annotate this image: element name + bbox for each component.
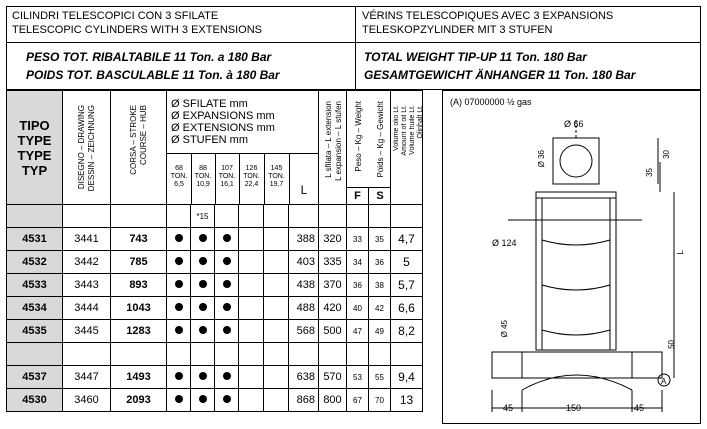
row-vol: 4,7 xyxy=(391,228,423,251)
row-vol: 9,4 xyxy=(391,366,423,389)
title-it: CILINDRI TELESCOPICI CON 3 SFILATE xyxy=(12,10,219,22)
table-row xyxy=(7,389,423,412)
row-F: 36 xyxy=(347,274,369,297)
dot-cell xyxy=(215,274,239,297)
filled-dot-icon xyxy=(223,280,231,288)
drawing-code: (A) 07000000 ½ gas xyxy=(450,97,532,107)
cylinder-drawing xyxy=(442,90,701,424)
filled-dot-icon xyxy=(175,326,183,334)
filled-dot-icon xyxy=(223,372,231,380)
row-S: 70 xyxy=(369,389,391,412)
dim-a-label: A xyxy=(661,377,667,386)
row-S: 35 xyxy=(369,228,391,251)
dot-cell xyxy=(239,320,264,343)
table-row xyxy=(7,251,423,274)
dot-cell xyxy=(239,389,264,412)
row-stroke: 743 xyxy=(111,228,167,251)
row-vol: 13 xyxy=(391,389,423,412)
row-L: 403 xyxy=(289,251,319,274)
dot-cell xyxy=(264,297,289,320)
drawing-header: DISEGNO – DRAWING DESSIN – ZEICHNUNG xyxy=(63,91,111,205)
row-L: 638 xyxy=(289,366,319,389)
filled-dot-icon xyxy=(223,303,231,311)
row-F: 34 xyxy=(347,251,369,274)
row-tipo: 4531 xyxy=(7,228,63,251)
dot-cell xyxy=(215,228,239,251)
row-L: 388 xyxy=(289,228,319,251)
row-drawing: 3444 xyxy=(63,297,111,320)
row-S: 36 xyxy=(369,251,391,274)
dot-cell xyxy=(239,274,264,297)
dim-30: 30 xyxy=(662,150,671,159)
dot-cell xyxy=(264,389,289,412)
row-Ls: 420 xyxy=(319,297,347,320)
spacer-row xyxy=(7,343,423,366)
extensions-header: Ø SFILATE mm Ø EXPANSIONS mm Ø EXTENSIONS mm Ø STUFEN mm 68 TON. 6,5 88 TON. 10,9 107 TON. 16,1 126 TON. 22,4 145 TON. 19,7 L xyxy=(167,91,319,205)
row-L: 568 xyxy=(289,320,319,343)
dim-d36: Ø 36 xyxy=(537,150,546,168)
title-fr: VÉRINS TELESCOPIQUES AVEC 3 EXPANSIONS xyxy=(362,10,614,22)
dim-50: 50 xyxy=(667,340,676,349)
spec-table xyxy=(6,90,423,412)
filled-dot-icon xyxy=(223,395,231,403)
filled-dot-icon xyxy=(199,372,207,380)
row-Ls: 500 xyxy=(319,320,347,343)
ls-header: L sfilata – L extension L expansion – L stufen xyxy=(319,91,347,205)
filled-dot-icon xyxy=(199,280,207,288)
row-tipo: 4532 xyxy=(7,251,63,274)
dot-cell xyxy=(264,274,289,297)
dot-cell xyxy=(239,297,264,320)
row-drawing: 3442 xyxy=(63,251,111,274)
note-row: *15 xyxy=(7,205,423,228)
dot-cell xyxy=(264,228,289,251)
row-vol: 5 xyxy=(391,251,423,274)
row-Ls: 570 xyxy=(319,366,347,389)
rows-group-b xyxy=(7,366,423,412)
weight-en: TOTAL WEIGHT TIP-UP 11 Ton. 180 Bar xyxy=(364,50,587,64)
filled-dot-icon xyxy=(199,303,207,311)
dot-cell xyxy=(215,366,239,389)
dot-cell xyxy=(191,251,215,274)
row-vol: 6,6 xyxy=(391,297,423,320)
row-stroke: 1283 xyxy=(111,320,167,343)
dot-cell xyxy=(167,297,191,320)
dot-cell xyxy=(191,366,215,389)
dot-cell xyxy=(167,366,191,389)
weight-header: Peso – Kg – Weight Poids – Kg – Gewicht F S xyxy=(347,91,391,205)
filled-dot-icon xyxy=(175,257,183,265)
row-stroke: 893 xyxy=(111,274,167,297)
weight-it: PESO TOT. RIBALTABILE 11 Ton. a 180 Bar xyxy=(26,50,272,64)
row-stroke: 1493 xyxy=(111,366,167,389)
dot-cell xyxy=(215,297,239,320)
dot-cell xyxy=(191,389,215,412)
dim-35: 35 xyxy=(645,168,654,177)
row-Ls: 335 xyxy=(319,251,347,274)
row-F: 33 xyxy=(347,228,369,251)
dot-cell xyxy=(191,274,215,297)
filled-dot-icon xyxy=(199,257,207,265)
row-L: 868 xyxy=(289,389,319,412)
tipo-header: TIPO TYPE TYPE TYP xyxy=(7,91,63,205)
row-S: 42 xyxy=(369,297,391,320)
dot-cell xyxy=(167,251,191,274)
dim-w45-right: 45 xyxy=(634,403,645,413)
filled-dot-icon xyxy=(223,326,231,334)
dim-d66: Ø 66 xyxy=(564,119,584,129)
header-vdivider xyxy=(355,6,356,90)
weight-de: GESAMTGEWICHT ÄNHANGER 11 Ton. 180 Bar xyxy=(364,68,636,82)
dot-cell xyxy=(167,389,191,412)
row-tipo: 4535 xyxy=(7,320,63,343)
row-drawing: 3441 xyxy=(63,228,111,251)
table-row xyxy=(7,320,423,343)
table-row xyxy=(7,366,423,389)
rows-group-a xyxy=(7,228,423,343)
table-row xyxy=(7,228,423,251)
dim-d45: Ø 45 xyxy=(500,320,509,338)
filled-dot-icon xyxy=(199,395,207,403)
dim-w45-left: 45 xyxy=(503,403,514,413)
row-F: 67 xyxy=(347,389,369,412)
row-tipo: 4534 xyxy=(7,297,63,320)
filled-dot-icon xyxy=(175,280,183,288)
dot-cell xyxy=(191,297,215,320)
row-Ls: 320 xyxy=(319,228,347,251)
table-row xyxy=(7,274,423,297)
row-drawing: 3447 xyxy=(63,366,111,389)
dot-cell xyxy=(191,320,215,343)
filled-dot-icon xyxy=(199,326,207,334)
row-L: 438 xyxy=(289,274,319,297)
dot-cell xyxy=(215,389,239,412)
row-L: 488 xyxy=(289,297,319,320)
row-F: 47 xyxy=(347,320,369,343)
dot-cell xyxy=(264,320,289,343)
filled-dot-icon xyxy=(175,395,183,403)
row-S: 38 xyxy=(369,274,391,297)
row-tipo: 4530 xyxy=(7,389,63,412)
row-drawing: 3443 xyxy=(63,274,111,297)
dot-cell xyxy=(264,366,289,389)
filled-dot-icon xyxy=(175,372,183,380)
filled-dot-icon xyxy=(223,257,231,265)
row-F: 40 xyxy=(347,297,369,320)
dot-cell xyxy=(167,320,191,343)
title-en: TELESCOPIC CYLINDERS WITH 3 EXTENSIONS xyxy=(12,24,262,36)
filled-dot-icon xyxy=(223,234,231,242)
row-tipo: 4533 xyxy=(7,274,63,297)
row-vol: 5,7 xyxy=(391,274,423,297)
dot-cell xyxy=(215,320,239,343)
row-S: 55 xyxy=(369,366,391,389)
dot-cell xyxy=(264,251,289,274)
row-tipo: 4537 xyxy=(7,366,63,389)
dot-cell xyxy=(239,251,264,274)
filled-dot-icon xyxy=(199,234,207,242)
volume-header: Volume olio Lt. Amount of oil Lt. Volume huile Lt. Ölinhalt Lt. xyxy=(391,91,423,205)
dim-L: L xyxy=(676,250,685,255)
title-de: TELESKOPZYLINDER MIT 3 STUFEN xyxy=(362,24,553,36)
filled-dot-icon xyxy=(175,303,183,311)
row-S: 49 xyxy=(369,320,391,343)
dot-cell xyxy=(239,366,264,389)
row-Ls: 370 xyxy=(319,274,347,297)
row-drawing: 3460 xyxy=(63,389,111,412)
dot-cell xyxy=(239,228,264,251)
table-row xyxy=(7,297,423,320)
dot-cell xyxy=(191,228,215,251)
dim-d124: Ø 124 xyxy=(492,238,517,248)
row-drawing: 3445 xyxy=(63,320,111,343)
row-stroke: 1043 xyxy=(111,297,167,320)
dot-cell xyxy=(215,251,239,274)
row-Ls: 800 xyxy=(319,389,347,412)
dot-cell xyxy=(167,228,191,251)
weight-fr: POIDS TOT. BASCULABLE 11 Ton. à 180 Bar xyxy=(26,68,280,82)
dim-w150: 150 xyxy=(566,403,582,413)
row-vol: 8,2 xyxy=(391,320,423,343)
row-F: 53 xyxy=(347,366,369,389)
dot-cell xyxy=(167,274,191,297)
filled-dot-icon xyxy=(175,234,183,242)
row-stroke: 2093 xyxy=(111,389,167,412)
header-divider xyxy=(6,42,701,43)
stroke-header: CORSA – STROKE COURSE – HUB xyxy=(111,91,167,205)
row-stroke: 785 xyxy=(111,251,167,274)
